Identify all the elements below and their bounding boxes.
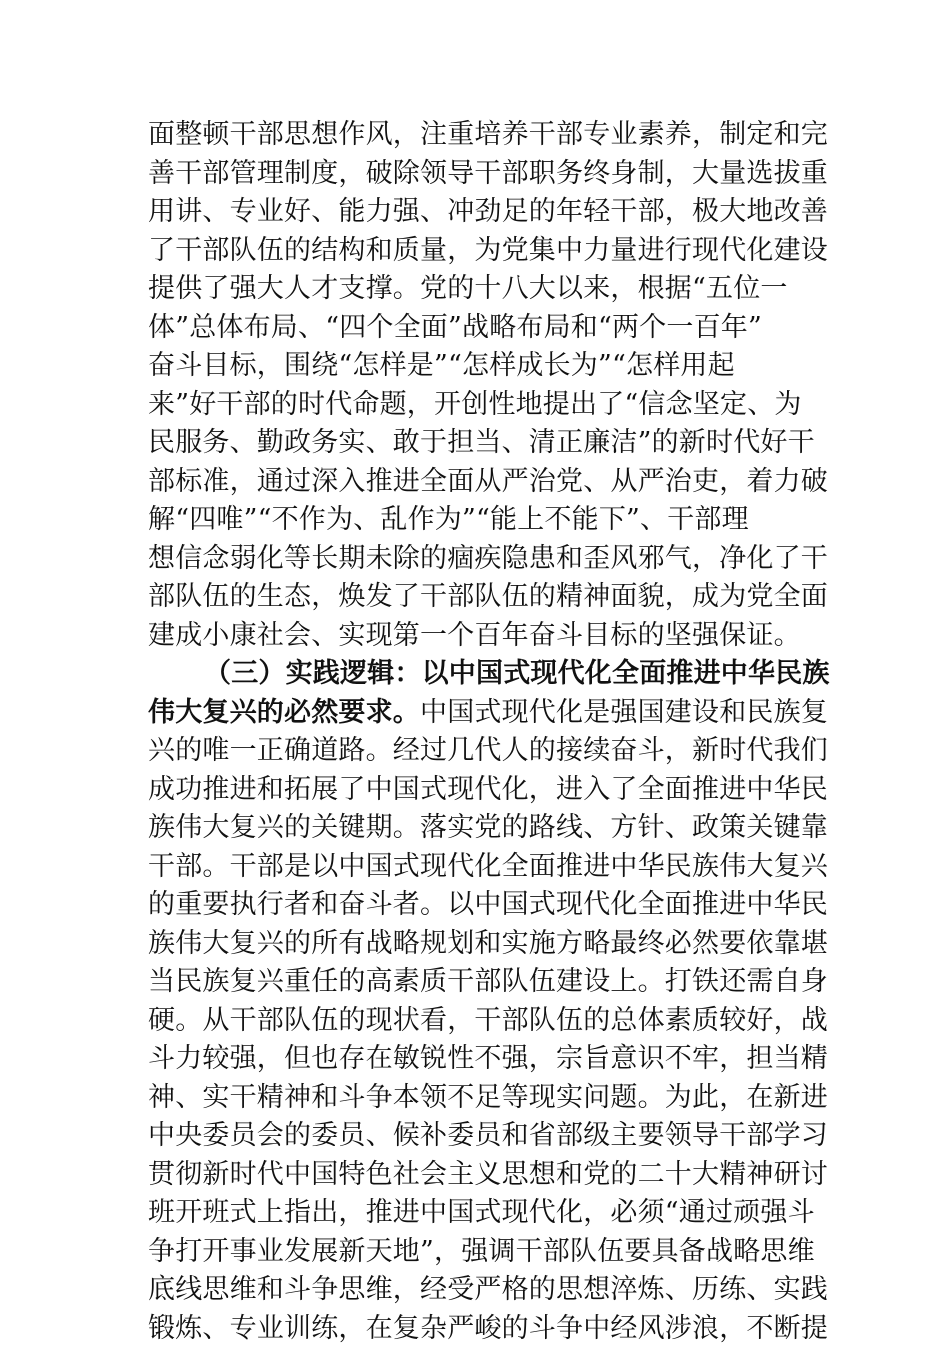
text-line: 班开班式上指出，推进中国式现代化，必须“通过顽强斗 [148,1194,808,1233]
text-line: 斗力较强，但也存在敏锐性不强，宗旨意识不牢，担当精 [148,1040,808,1079]
text-line: 贯彻新时代中国特色社会主义思想和党的二十大精神研讨 [148,1156,808,1195]
text-line-mixed [148,694,808,733]
text-line: 争打开事业发展新天地”，强调干部队伍要具备战略思维 [148,1233,808,1272]
text-line: 部队伍的生态，焕发了干部队伍的精神面貌，成为党全面 [148,578,808,617]
text-line: 善干部管理制度，破除领导干部职务终身制，大量选拔重 [148,155,808,194]
text-line: 体”总体布局、“四个全面”战略布局和“两个一百年” [148,309,808,348]
text-line: 用讲、专业好、能力强、冲劲足的年轻干部，极大地改善 [148,193,808,232]
text-line: 民服务、勤政务实、敢于担当、清正廉洁”的新时代好干 [148,424,808,463]
text-line: 建成小康社会、实现第一个百年奋斗目标的坚强保证。 [148,617,808,656]
text-line: 成功推进和拓展了中国式现代化，进入了全面推进中华民 [148,771,808,810]
section-heading-cont: 伟大复兴的必然要求。 [148,697,420,728]
text-line: 提供了强大人才支撑。党的十八大以来，根据“五位一 [148,270,808,309]
text-line-rest: 中国式现代化是强国建设和民族复 [420,697,828,728]
text-line: 族伟大复兴的所有战略规划和实施方略最终必然要依靠堪 [148,925,808,964]
text-line: 面整顿干部思想作风，注重培养干部专业素养，制定和完 [148,116,808,155]
text-line: 解“四唯”“不作为、乱作为”“能上不能下”、干部理 [148,501,808,540]
text-line: 兴的唯一正确道路。经过几代人的接续奋斗，新时代我们 [148,732,808,771]
text-line: 部标准，通过深入推进全面从严治党、从严治吏，着力破 [148,463,808,502]
text-line: 奋斗目标，围绕“怎样是”“怎样成长为”“怎样用起 [148,347,808,386]
text-line: 锻炼、专业训练，在复杂严峻的斗争中经风涉浪，不断提 [148,1310,808,1348]
text-line: 的重要执行者和奋斗者。以中国式现代化全面推进中华民 [148,886,808,925]
text-line: 干部。干部是以中国式现代化全面推进中华民族伟大复兴 [148,848,808,887]
section-heading: （三）实践逻辑：以中国式现代化全面推进中华民族 [148,655,808,694]
text-line: 中央委员会的委员、候补委员和省部级主要领导干部学习 [148,1117,808,1156]
body-text [148,116,808,1348]
text-line: 当民族复兴重任的高素质干部队伍建设上。打铁还需自身 [148,963,808,1002]
text-line: 神、实干精神和斗争本领不足等现实问题。为此，在新进 [148,1079,808,1118]
text-line: 底线思维和斗争思维，经受严格的思想淬炼、历练、实践 [148,1271,808,1310]
text-line: 了干部队伍的结构和质量，为党集中力量进行现代化建设 [148,232,808,271]
text-line: 硬。从干部队伍的现状看，干部队伍的总体素质较好，战 [148,1002,808,1041]
text-line: 想信念弱化等长期未除的痼疾隐患和歪风邪气，净化了干 [148,540,808,579]
text-line: 族伟大复兴的关键期。落实党的路线、方针、政策关键靠 [148,809,808,848]
text-line: 来”好干部的时代命题，开创性地提出了“信念坚定、为 [148,386,808,425]
